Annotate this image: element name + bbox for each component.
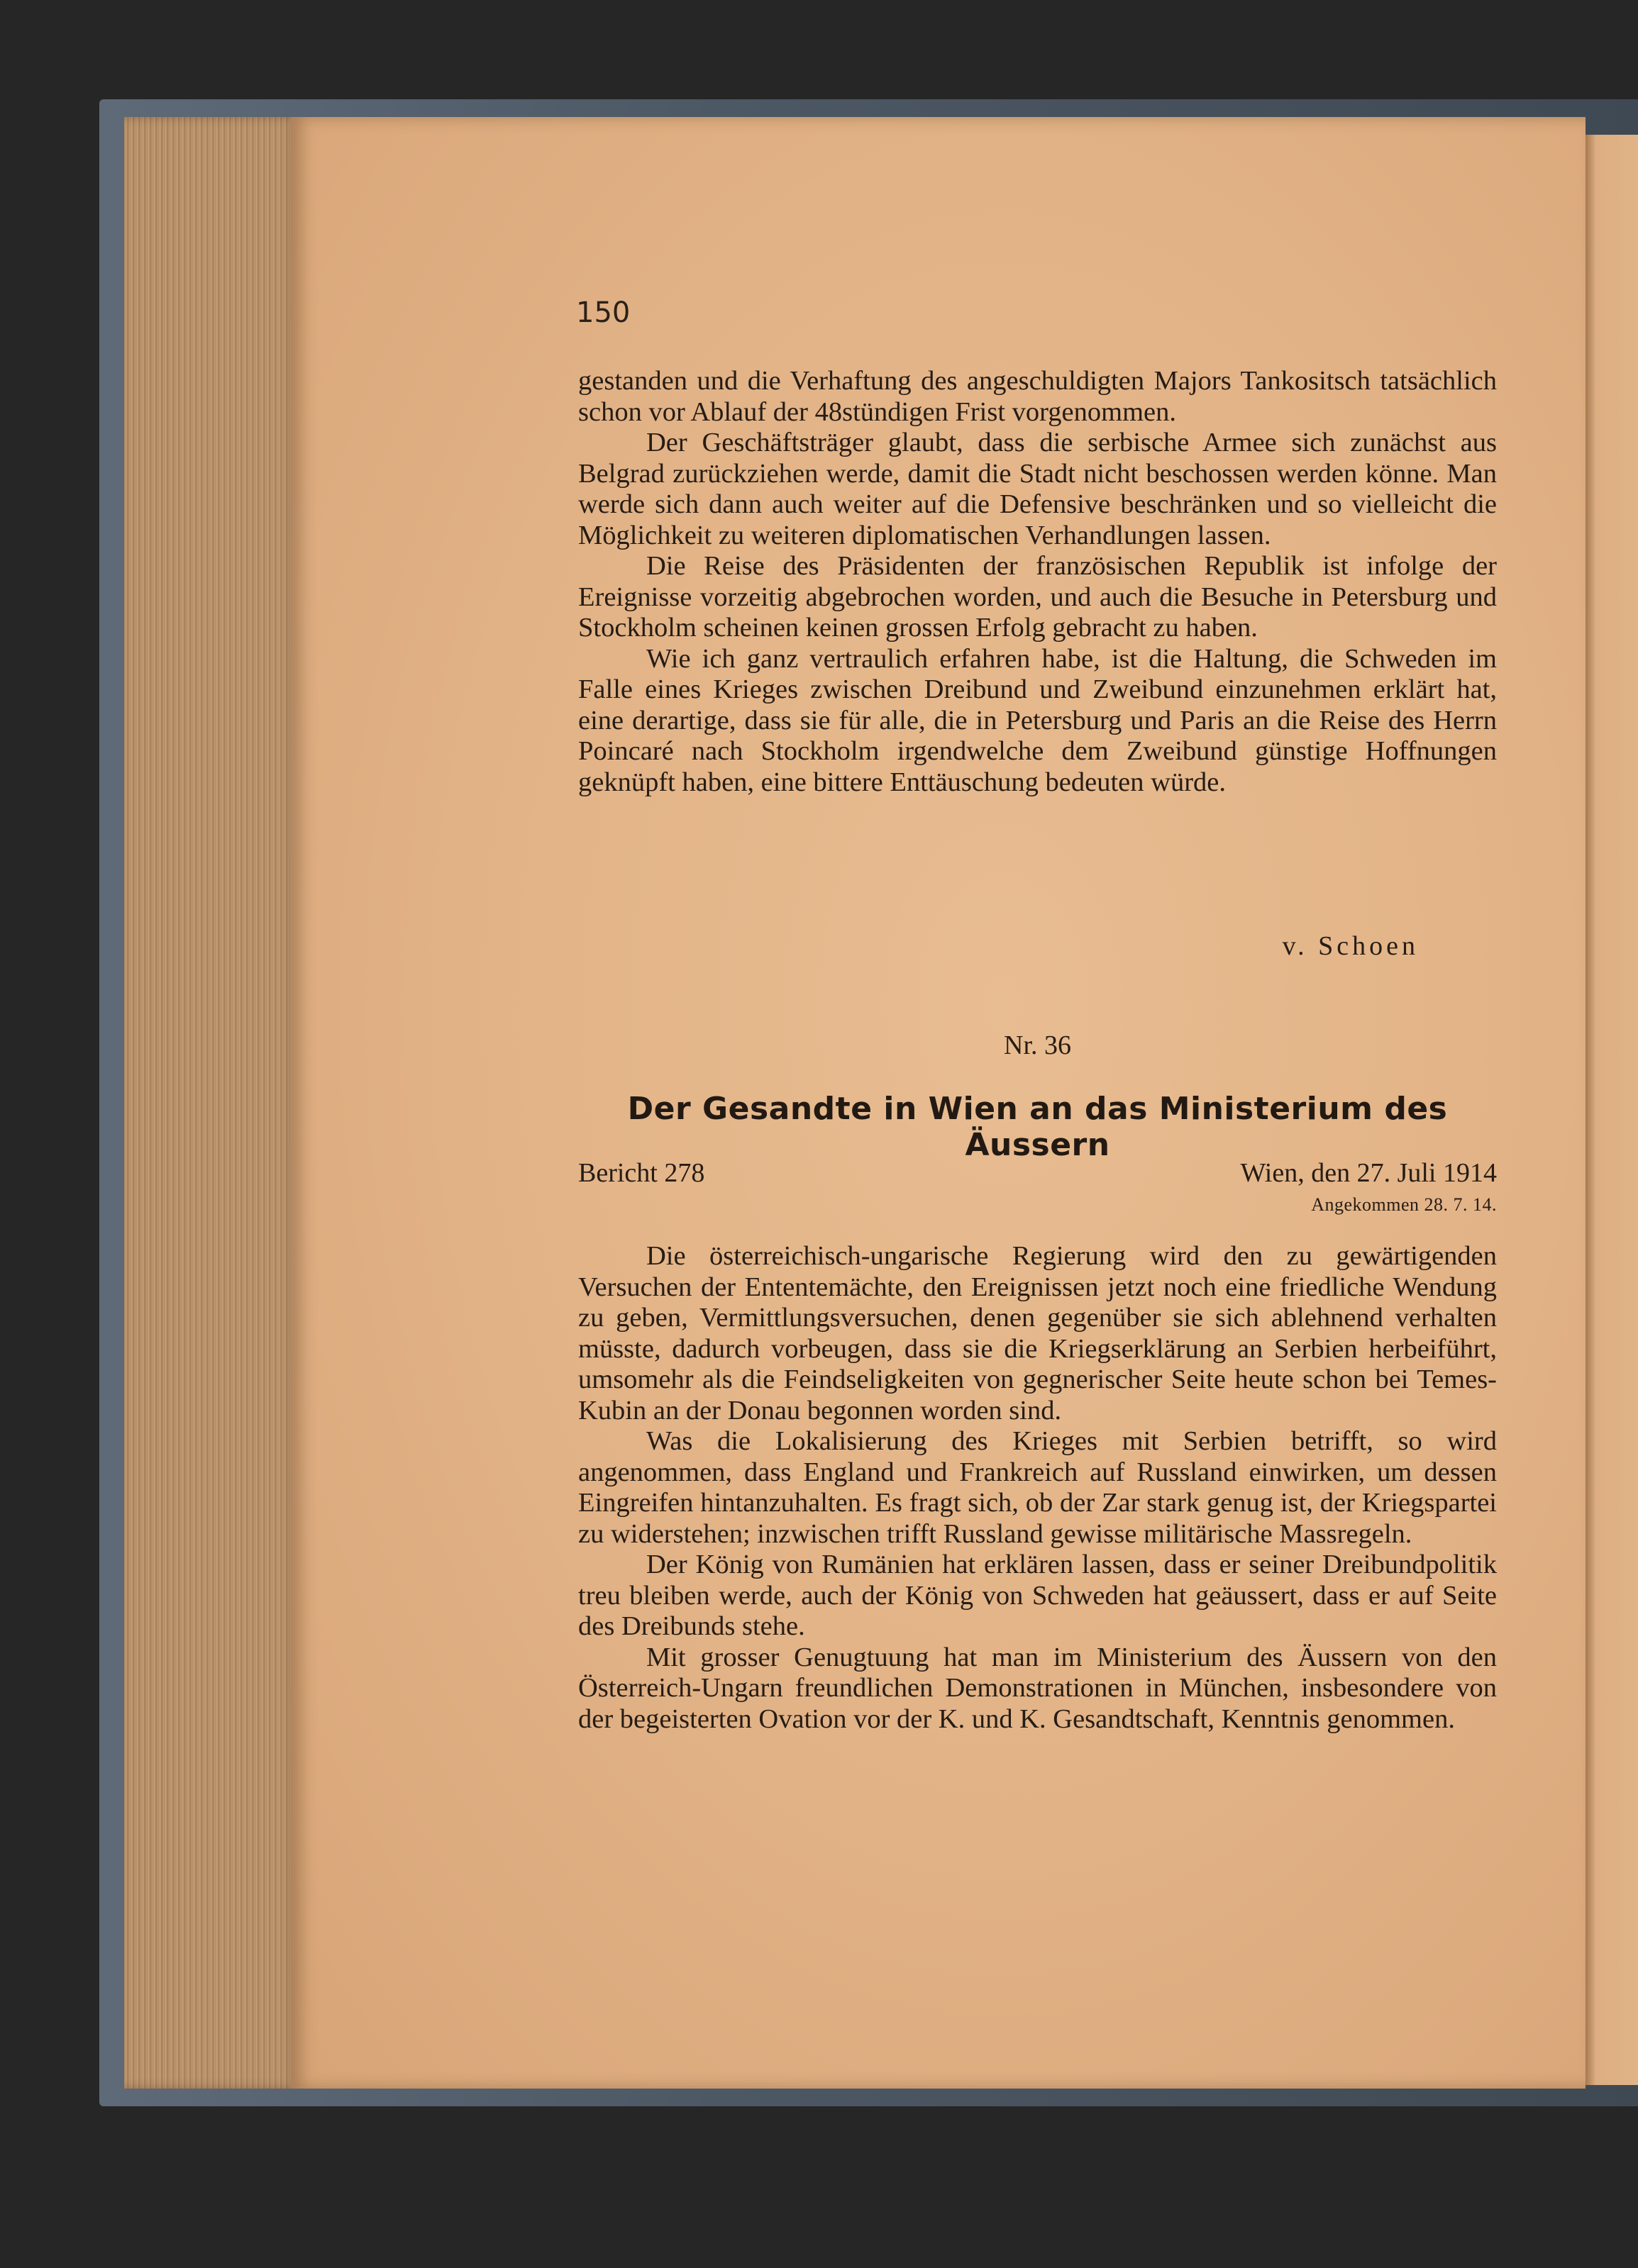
report-body bbox=[578, 1241, 1497, 1735]
paragraph: Die österreichisch-ungarische Regierung wird den zu gewärtigenden Versuchen der Ententemächte, den Ereignissen jetzt noch eine friedliche Wendung zu geben, Vermittlungsversuchen, denen gegenüber sie sich ablehnend verhalten müsste, dadurch vorbeugen, dass sie die Kriegserklärung an Serbien herbeiführt, umsomehr als die Feindseligkeiten von gegnerischer Seite heute schon bei Temes-Kubin an der Donau begonnen worden sind. bbox=[578, 1241, 1497, 1425]
paragraph: Die Reise des Präsidenten der französischen Republik ist infolge der Ereignisse vorzeitig abgebrochen worden, und auch die Besuche in Petersburg und Stockholm scheinen keinen grossen Erfolg gebracht zu haben. bbox=[578, 551, 1497, 643]
page-number: 150 bbox=[576, 296, 631, 329]
letter-continuation bbox=[578, 366, 1497, 798]
page-stack-edge bbox=[124, 117, 298, 2089]
paragraph: Der Geschäftsträger glaubt, dass die serbische Armee sich zunächst aus Belgrad zurückziehen werde, damit die Stadt nicht beschossen werden könne. Man werde sich dann auch weiter auf die Defensive beschränken und so vielleicht die Möglichkeit zu weiteren diplomatischen Verhandlungen lassen. bbox=[578, 428, 1497, 550]
paragraph: Wie ich ganz vertraulich erfahren habe, ist die Haltung, die Schweden im Falle eines Krieges zwischen Dreibund und Zweibund einzunehmen erklärt hat, eine derartige, dass sie für alle, die in Petersburg und Paris an die Reise des Herrn Poincaré nach Stockholm irgendwelche dem Zweibund günstige Hoffnungen geknüpft haben, eine bittere Enttäuschung bedeuten würde. bbox=[578, 643, 1497, 797]
report-label: Bericht 278 bbox=[578, 1158, 705, 1188]
facing-page-edge bbox=[1586, 135, 1638, 2085]
received-date: Angekommen 28. 7. 14. bbox=[1311, 1194, 1497, 1215]
place-date: Wien, den 27. Juli 1914 bbox=[1240, 1158, 1497, 1188]
signature: v. Schoen bbox=[1282, 931, 1419, 961]
paragraph: Mit grosser Genugtuung hat man im Ministerium des Äussern von den Österreich-Ungarn freundlichen Demonstrationen in München, insbesondere von der begeisterten Ovation vor der K. und K. Gesandtschaft, Kenntnis genommen. bbox=[578, 1642, 1497, 1734]
paragraph: Was die Lokalisierung des Krieges mit Serbien betrifft, so wird angenommen, dass England und Frankreich auf Russland einwirken, um dessen Eingreifen hintanzuhalten. Es fragt sich, ob der Zar stark genug ist, der Kriegspartei zu widerstehen; inzwischen trifft Russland gewisse militärische Massregeln. bbox=[578, 1426, 1497, 1549]
paragraph: gestanden und die Verhaftung des angeschuldigten Majors Tankositsch tatsächlich schon vor Ablauf der 48stündigen Frist vorgenommen. bbox=[578, 366, 1497, 427]
document-heading: Der Gesandte in Wien an das Ministerium des Äussern bbox=[627, 1091, 1448, 1163]
paragraph: Der König von Rumänien hat erklären lassen, dass er seiner Dreibundpolitik treu bleiben werde, auch der König von Schweden hat geäussert, dass er auf Seite des Dreibunds stehe. bbox=[578, 1550, 1497, 1641]
document-number: Nr. 36 bbox=[1004, 1030, 1071, 1060]
